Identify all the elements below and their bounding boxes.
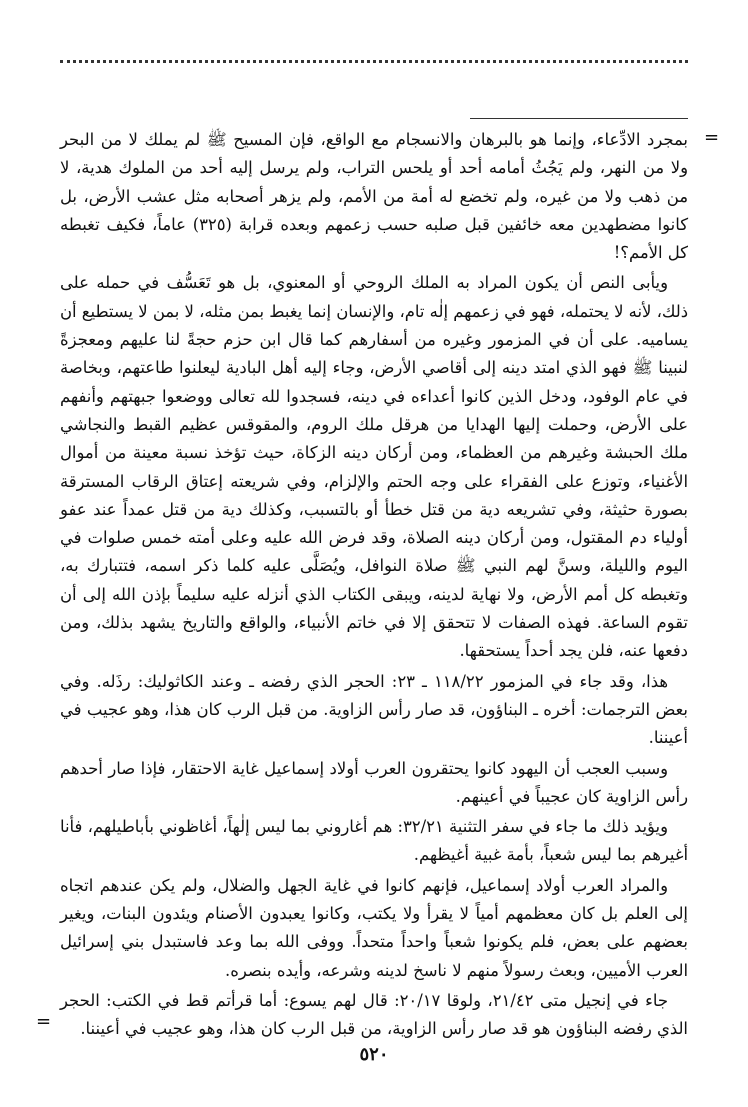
page-number: ٥٢٠ (359, 1044, 389, 1065)
header-dotted-rule (60, 60, 688, 63)
paragraph-7: جاء في إنجيل متى ٢١/٤٢، ولوقا ٢٠/١٧: قال لهم يسوع: أما قرأتم قط في الكتب: الحجر الذي رفضه البناؤون هو قد صار رأس الزاوية، من قبل الرب كان هذا، وهو عجيب في أعيننا. (60, 990, 688, 1039)
paragraph-3: هذا، وقد جاء في المزمور ١١٨/٢٢ ـ ٢٣: الحجر الذي رفضه ـ وعند الكاثوليك: رذَله. وفي بعض الترجمات: أخره ـ البناؤون، قد صار رأس الزاوية. من قبل الرب كان هذا، وهو عجيب في أعيننا. (60, 671, 688, 748)
continuation-mark-top: = (704, 127, 720, 148)
paragraph-5: ويؤيد ذلك ما جاء في سفر التثنية ٣٢/٢١: هم أغاروني بما ليس إلٰهاً، أغاظوني بأباطيلهم، فأنا أغيرهم بما ليس شعباً، بأمة غبية أغيظهم. (60, 817, 688, 865)
paragraph-2: ويأبى النص أن يكون المراد به الملك الروحي أو المعنوي، بل هو تَعَسُّف في حمله على ذلك، لأنه لا يحتمله، فهو في زعمهم إلٰه تام، والإنسان إنما يغبط بمن مثله، لا بمن لا يستطيع أن يساميه. على أن في المزمور وغيره من أسفارهم كما قال ابن حزم حجةً لنا عليهم ومعجزةً لنبينا ﷺ فهو الذي امتد دينه إلى أقاصي الأرض، وجاء إليه أهل البادية ليعلنوا طاعتهم، وبخاصة في عام الوفود، ودخل الذين كانوا أعداءه في دينه، فسجدوا لله تعالى ووضعوا جبهتهم وأنفهم على الأرض، وحملت إليها الهدايا من هرقل ملك الروم، والمقوقس عظيم القبط والنجاشي ملك الحبشة وغيرهم من العظماء، ومن أركان دينه الزكاة، حيث تؤخذ نسبة معينة من أموال الأغنياء، وتوزع على الفقراء على وجه الحتم والإلزام، وفي شريعته إعتاق الرقاب المسترقة بصورة حثيثة، وفي تشريعه دية من قتل خطأ أو بالتسبب، وكذلك دية من قتل عمداً عند عفو أولياء دم المقتول، ومن أركان دينه الصلاة، وقد فرض الله عليه وعلى أمته خمس صلوات في اليوم والليلة، وسنَّ لهم النبي ﷺ صلاة النوافل، ويُصَلَّى عليه كلما ذكر اسمه، فتتبارك به، وتغبطه كل أمم الأرض، ولا نهاية لدينه، ويبقى الكتاب الذي أنزله عليه سليماً بإذن الله إلى أن تقوم الساعة. فهذه الصفات لا تتحقق إلا في خاتم الأنبياء، والواقع والتاريخ يشهد بذلك، ومن دفعها عنه، فلن يجد أحداً يستحقها. (60, 273, 688, 661)
paragraph-6: والمراد العرب أولاد إسماعيل، فإنهم كانوا في غاية الجهل والضلال، ولم يكن عندهم اتجاه إلى العلم بل كان معظمهم أمياً لا يقرأ ولا يكتب، وكانوا يعبدون الأصنام ويئدون البنات، ويغير بعضهم على بعض، فلم يكونوا شعباً واحداً متحداً. ووفى الله بما وعد فاستبدل بني إسرائيل العرب الأميين، وبعث رسولاً منهم لا ناسخ لدينه وشرعه، وأيده بنصره. (60, 875, 688, 980)
paragraph-1: بمجرد الادِّعاء، وإنما هو بالبرهان والانسجام مع الواقع، فإن المسيح ﷺ لم يملك لا من البحر ولا من النهر، ولم يَجُثُ أمامه أحد أو يلحس التراب، ولم يرسل إليه أحد من الملوك هدية، لا من ذهب ولا من غيره، ولم تخضع له أمة من الأمم، ولم يزهر أصحابه مثل عشب الأرض، بل كانوا مضطهدين معه خائفين قبل صلبه حسب زعمهم وبعده قرابة (٣٢٥) عاماً، فكيف تغبطه كل الأمم؟! (60, 130, 688, 263)
paragraph-4: وسبب العجب أن اليهود كانوا يحتقرون العرب أولاد إسماعيل غاية الاحتقار، فإذا صار أحدهم رأس الزاوية كان عجيباً في أعينهم. (60, 758, 688, 806)
main-text (60, 126, 688, 1046)
continuation-mark-bottom: = (36, 1011, 52, 1032)
footnote-separator-rule (470, 118, 688, 119)
